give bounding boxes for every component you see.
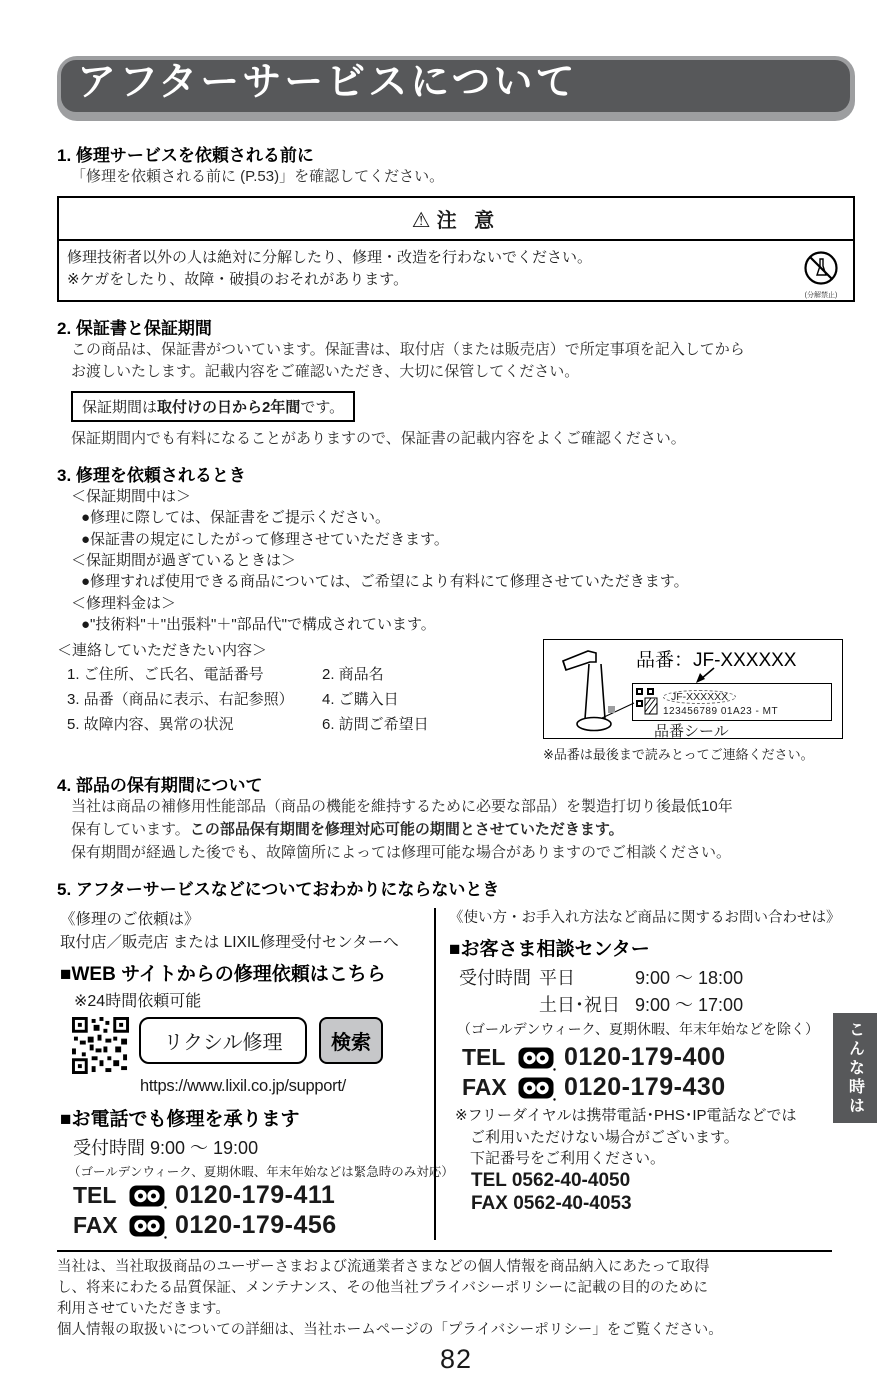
inquiry-hours-note: （ゴールデンウィーク、夏期休暇、年末年始などを除く） [457, 1021, 820, 1038]
page-number: 82 [439, 1344, 473, 1375]
section4-body2-normal: 保有しています。 [71, 820, 190, 838]
inquiry-column [434, 908, 855, 1241]
repair-fax-row [73, 1211, 432, 1240]
fax-label: FAX [462, 1074, 507, 1101]
section5-heading: 5. アフターサービスなどについておわかりにならないとき [57, 879, 500, 899]
s3-label-3: ＜修理料金は＞ [71, 594, 177, 612]
freedial-icon [129, 1185, 167, 1209]
sticker-model: JF-XXXXXX [663, 690, 736, 704]
caution-header [59, 198, 853, 241]
warning-triangle-icon: ⚠ [411, 208, 431, 232]
repair-column [57, 908, 454, 1241]
section4-body1: 当社は商品の補修用性能部品（商品の機能を維持するために必要な部品）を製造打切り後最低10年 [71, 798, 733, 816]
freedial-icon [129, 1215, 167, 1239]
no-disassembly-icon [799, 249, 843, 300]
search-row [72, 1017, 432, 1074]
repair-hours: 受付時間 9:00 ～ 19:00 [73, 1138, 259, 1158]
no-disassembly-caption: (分解禁止) [804, 291, 838, 299]
section2-body3: 保証期間内でも有料になることがありますので、保証書の記載内容をよくご確認ください。 [71, 430, 686, 448]
inquiry-tel2: TEL 0562-40-4050 [471, 1170, 631, 1192]
section4-body3: 保有期間が経過した後でも、故障箇所によっては修理可能な場合がありますのでご相談ください。 [71, 843, 732, 861]
part-number-label: 品番：JF-XXXXXX [636, 650, 797, 672]
contact-item: 2. 商品名 [322, 666, 384, 684]
weekday-hours: 9:00 ～ 18:00 [635, 968, 744, 989]
part-number-box [543, 639, 843, 739]
phone-repair-heading: ■お電話でも修理を承ります [60, 1109, 300, 1130]
contact-list [57, 639, 505, 763]
manual-page [57, 56, 855, 1375]
contact-item: 3. 品番（商品に表示、右記参照） [67, 691, 294, 709]
sticker-marks [636, 687, 660, 717]
part-number-figure [543, 639, 843, 763]
weekend-hours: 9:00 ～ 17:00 [635, 995, 744, 1016]
privacy-notice [57, 1257, 855, 1341]
privacy-line4: 個人情報の取扱いについての詳細は、当社ホームページの「プライバシーポリシー」をご覧ください。 [57, 1322, 723, 1339]
privacy-line2: し、将来にわたる品質保証、メンテナンス、その他当社プライバシーポリシーに記載の目的のために [57, 1280, 709, 1297]
s3-bullet-3: ●修理すれば使用できる商品については、ご希望により有料にて修理させていただきます。 [81, 573, 689, 591]
sticker-caption: 品番シール [654, 723, 729, 741]
support-columns [57, 908, 855, 1241]
repair-tel-row [73, 1181, 432, 1210]
tel-label: TEL [73, 1182, 117, 1208]
section4-heading: 4. 部品の保有期間について [57, 776, 263, 796]
inquiry-tel-number: 0120-179-400 [564, 1043, 726, 1072]
caution-line2: ※ケガをしたり、故障・破損のおそれがあります。 [67, 271, 409, 289]
s3-bullet-2: ●保証書の規定にしたがって修理させていただきます。 [81, 530, 449, 548]
contact-item: 5. 故障内容、異常の状況 [67, 716, 234, 734]
weekday-label: 平日 [539, 968, 575, 989]
caution-body [59, 241, 853, 300]
inquiry-fax2: FAX 0562-40-4053 [471, 1193, 632, 1215]
inquiry-hours [459, 964, 855, 1017]
privacy-line3: 利用させていただきます。 [57, 1301, 230, 1318]
warranty-post: です。 [300, 399, 345, 417]
faucet-illustration [556, 646, 626, 734]
tel-label: TEL [462, 1044, 506, 1071]
section2-body2: お渡しいたします。記載内容をご確認いただき、大切に保管してください。 [71, 363, 580, 381]
side-tab-konna-toki: こんな時は [833, 1013, 877, 1123]
inquiry-fax-number: 0120-179-430 [564, 1073, 726, 1102]
caution-title: 注 意 [436, 209, 501, 232]
search-button[interactable]: 検索 [319, 1017, 383, 1064]
section2-body1: この商品は、保証書がついています。保証書は、取付店（または販売店）で所定事項を記入してから [71, 340, 745, 358]
freedial-note-1: ※フリーダイヤルは携帯電話･PHS･IP電話などでは [455, 1107, 797, 1125]
inquiry-fax-row [462, 1073, 855, 1102]
repair-hours-note: （ゴールデンウィーク、夏期休暇、年末年始などは緊急時のみ対応） [68, 1165, 454, 1179]
s3-label-1: ＜保証期間中は＞ [71, 488, 192, 506]
section1-heading: 1. 修理サービスを依頼される前に [57, 145, 314, 165]
fax-label: FAX [73, 1212, 118, 1238]
s3-bullet-4: ●"技術料"＋"出張料"＋"部品代"で構成されています。 [81, 615, 436, 633]
repair-fax-number: 0120-179-456 [175, 1211, 337, 1239]
freedial-icon [518, 1077, 556, 1101]
contact-item: 6. 訪問ご希望日 [322, 716, 429, 734]
freedial-note-2: ご利用いただけない場合がございます。 [470, 1128, 739, 1146]
warranty-pre: 保証期間は [82, 399, 158, 417]
qr-code [72, 1017, 129, 1074]
caution-line1: 修理技術者以外の人は絶対に分解したり、修理・改造を行わないでください。 [67, 248, 593, 266]
search-input[interactable]: リクシル修理 [139, 1017, 307, 1064]
privacy-line1: 当社は、当社取扱商品のユーザーさまおよび流通業者さまなどの個人情報を商品納入にあたって取得 [57, 1259, 710, 1275]
s3-bullet-1: ●修理に際しては、保証書をご提示ください。 [81, 509, 391, 527]
s3-label-2: ＜保証期間が過ぎているときは＞ [71, 551, 297, 569]
inquiry-intro: 《使い方・お手入れ方法など商品に関するお問い合わせは》 [449, 909, 841, 926]
contact-heading: ＜連絡していただきたい内容＞ [57, 642, 268, 660]
section3-heading: 3. 修理を依頼されるとき [57, 466, 246, 486]
title-banner [57, 56, 855, 121]
contact-items [67, 663, 505, 734]
weekend-label: 土日･祝日 [539, 995, 620, 1016]
hours-label: 受付時間 [459, 968, 531, 989]
warranty-bold: 取付けの日から2年間 [157, 399, 301, 417]
section4-body2 [71, 819, 855, 842]
footer-divider [57, 1250, 832, 1252]
repair-tel-number: 0120-179-411 [175, 1181, 336, 1209]
freedial-icon [518, 1047, 556, 1071]
page-title: アフターサービスについて [61, 60, 850, 112]
inquiry-tel-row [462, 1043, 855, 1072]
sticker-serial: 123456789 01A23 - MT [663, 706, 779, 718]
freedial-note [455, 1105, 855, 1169]
warranty-period-box [71, 391, 355, 422]
repair-intro2: 取付店／販売店 または LIXIL修理受付センターへ [60, 933, 399, 951]
part-number-sticker [632, 683, 832, 721]
contact-block [57, 639, 855, 763]
support-url[interactable]: https://www.lixil.co.jp/support/ [140, 1077, 346, 1095]
caution-box [57, 196, 855, 302]
freedial-note-3: 下記番号をご利用ください。 [470, 1149, 666, 1167]
section2-heading: 2. 保証書と保証期間 [57, 318, 212, 338]
contact-item: 1. ご住所、ご氏名、電話番号 [67, 666, 264, 684]
section1-body: 「修理を依頼される前に (P.53)」を確認してください。 [71, 167, 445, 185]
web-repair-heading: ■WEB サイトからの修理依頼はこちら [60, 964, 386, 985]
repair-intro1: 《修理のご依頼は》 [60, 910, 200, 928]
web-repair-note: ※24時間依頼可能 [74, 993, 202, 1010]
contact-item: 4. ご購入日 [322, 691, 399, 709]
customer-center-heading: ■お客さま相談センター [449, 939, 650, 961]
section4-body2-bold: この部品保有期間を修理対応可能の期間とさせていただきます。 [189, 820, 624, 838]
part-number-note: ※品番は最後まで読みとってご連絡ください。 [543, 747, 814, 763]
